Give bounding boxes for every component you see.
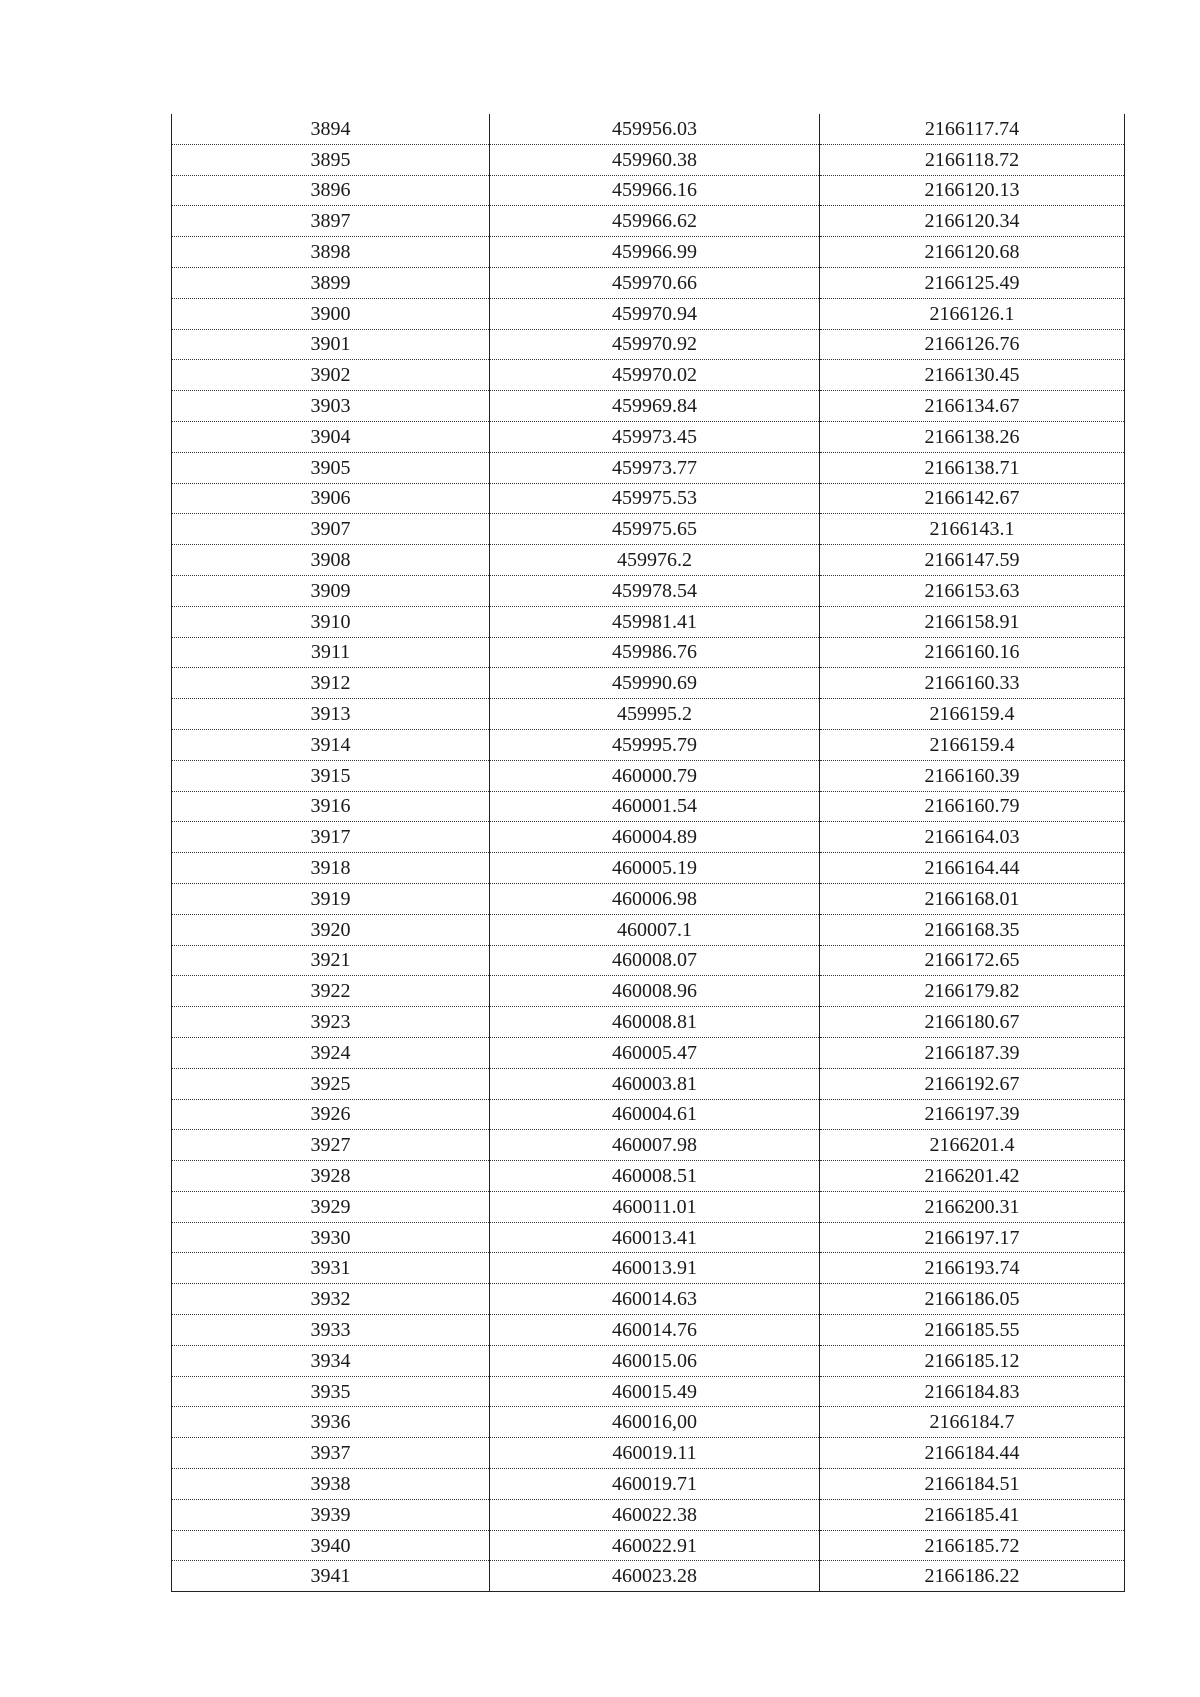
table-row [172,1161,1125,1192]
table-row [172,1222,1125,1253]
table-row [172,699,1125,730]
point-number-cell: 3928 [172,1161,490,1192]
point-number-cell: 3894 [172,114,490,144]
x-coordinate-cell: 459973.45 [490,421,820,452]
table-row [172,1284,1125,1315]
point-number-cell: 3902 [172,360,490,391]
table-row [172,1499,1125,1530]
point-number-cell: 3926 [172,1099,490,1130]
x-coordinate-cell: 459990.69 [490,668,820,699]
point-number-cell: 3924 [172,1037,490,1068]
y-coordinate-cell: 2166126.1 [820,298,1125,329]
y-coordinate-cell: 2166153.63 [820,575,1125,606]
y-coordinate-cell: 2166160.33 [820,668,1125,699]
point-number-cell: 3925 [172,1068,490,1099]
table-row [172,1561,1125,1592]
table-row [172,760,1125,791]
point-number-cell: 3941 [172,1561,490,1592]
y-coordinate-cell: 2166118.72 [820,144,1125,175]
table-row [172,360,1125,391]
y-coordinate-cell: 2166180.67 [820,1007,1125,1038]
y-coordinate-cell: 2166142.67 [820,483,1125,514]
table-row [172,1130,1125,1161]
table-row [172,945,1125,976]
x-coordinate-cell: 459995.2 [490,699,820,730]
point-number-cell: 3916 [172,791,490,822]
y-coordinate-cell: 2166138.71 [820,452,1125,483]
y-coordinate-cell: 2166201.4 [820,1130,1125,1161]
x-coordinate-cell: 459986.76 [490,637,820,668]
y-coordinate-cell: 2166159.4 [820,729,1125,760]
point-number-cell: 3937 [172,1438,490,1469]
table-row [172,883,1125,914]
point-number-cell: 3919 [172,883,490,914]
y-coordinate-cell: 2166147.59 [820,545,1125,576]
y-coordinate-cell: 2166192.67 [820,1068,1125,1099]
x-coordinate-cell: 460003.81 [490,1068,820,1099]
table-row [172,1315,1125,1346]
table-row [172,267,1125,298]
y-coordinate-cell: 2166158.91 [820,606,1125,637]
x-coordinate-cell: 460014.76 [490,1315,820,1346]
y-coordinate-cell: 2166164.03 [820,822,1125,853]
table-row [172,575,1125,606]
table-row [172,914,1125,945]
point-number-cell: 3899 [172,267,490,298]
x-coordinate-cell: 459995.79 [490,729,820,760]
table-row [172,1037,1125,1068]
point-number-cell: 3908 [172,545,490,576]
point-number-cell: 3903 [172,391,490,422]
y-coordinate-cell: 2166159.4 [820,699,1125,730]
y-coordinate-cell: 2166143.1 [820,514,1125,545]
y-coordinate-cell: 2166193.74 [820,1253,1125,1284]
table-row [172,1007,1125,1038]
x-coordinate-cell: 459970.66 [490,267,820,298]
table-row [172,1530,1125,1561]
x-coordinate-cell: 459975.65 [490,514,820,545]
point-number-cell: 3923 [172,1007,490,1038]
coordinates-table-body [172,114,1125,1592]
point-number-cell: 3915 [172,760,490,791]
y-coordinate-cell: 2166120.68 [820,237,1125,268]
x-coordinate-cell: 460005.19 [490,853,820,884]
y-coordinate-cell: 2166160.39 [820,760,1125,791]
x-coordinate-cell: 459970.94 [490,298,820,329]
table-row [172,452,1125,483]
x-coordinate-cell: 460006.98 [490,883,820,914]
point-number-cell: 3938 [172,1469,490,1500]
y-coordinate-cell: 2166160.79 [820,791,1125,822]
x-coordinate-cell: 460014.63 [490,1284,820,1315]
y-coordinate-cell: 2166184.51 [820,1469,1125,1500]
table-row [172,1191,1125,1222]
y-coordinate-cell: 2166179.82 [820,976,1125,1007]
x-coordinate-cell: 459976.2 [490,545,820,576]
table-row [172,853,1125,884]
x-coordinate-cell: 460013.91 [490,1253,820,1284]
point-number-cell: 3934 [172,1345,490,1376]
table-row [172,206,1125,237]
table-row [172,668,1125,699]
point-number-cell: 3909 [172,575,490,606]
table-row [172,545,1125,576]
y-coordinate-cell: 2166197.17 [820,1222,1125,1253]
y-coordinate-cell: 2166184.83 [820,1376,1125,1407]
point-number-cell: 3922 [172,976,490,1007]
x-coordinate-cell: 459973.77 [490,452,820,483]
point-number-cell: 3901 [172,329,490,360]
x-coordinate-cell: 459956.03 [490,114,820,144]
table-row [172,329,1125,360]
x-coordinate-cell: 459978.54 [490,575,820,606]
y-coordinate-cell: 2166164.44 [820,853,1125,884]
x-coordinate-cell: 460001.54 [490,791,820,822]
y-coordinate-cell: 2166185.72 [820,1530,1125,1561]
point-number-cell: 3936 [172,1407,490,1438]
point-number-cell: 3912 [172,668,490,699]
x-coordinate-cell: 460007.98 [490,1130,820,1161]
x-coordinate-cell: 460015.06 [490,1345,820,1376]
point-number-cell: 3897 [172,206,490,237]
table-row [172,1068,1125,1099]
x-coordinate-cell: 459969.84 [490,391,820,422]
point-number-cell: 3935 [172,1376,490,1407]
x-coordinate-cell: 459966.16 [490,175,820,206]
table-row [172,976,1125,1007]
table-row [172,514,1125,545]
table-row [172,1376,1125,1407]
x-coordinate-cell: 460005.47 [490,1037,820,1068]
point-number-cell: 3917 [172,822,490,853]
point-number-cell: 3910 [172,606,490,637]
table-row [172,1253,1125,1284]
x-coordinate-cell: 460011.01 [490,1191,820,1222]
y-coordinate-cell: 2166134.67 [820,391,1125,422]
point-number-cell: 3905 [172,452,490,483]
table-row [172,1099,1125,1130]
x-coordinate-cell: 460007.1 [490,914,820,945]
table-row [172,1469,1125,1500]
y-coordinate-cell: 2166184.7 [820,1407,1125,1438]
x-coordinate-cell: 460016,00 [490,1407,820,1438]
y-coordinate-cell: 2166168.35 [820,914,1125,945]
x-coordinate-cell: 459966.62 [490,206,820,237]
point-number-cell: 3914 [172,729,490,760]
table-row [172,1407,1125,1438]
table-row [172,175,1125,206]
table-row [172,791,1125,822]
point-number-cell: 3906 [172,483,490,514]
point-number-cell: 3920 [172,914,490,945]
table-row [172,1438,1125,1469]
x-coordinate-cell: 460015.49 [490,1376,820,1407]
x-coordinate-cell: 460013.41 [490,1222,820,1253]
x-coordinate-cell: 459981.41 [490,606,820,637]
y-coordinate-cell: 2166185.55 [820,1315,1125,1346]
x-coordinate-cell: 460019.11 [490,1438,820,1469]
point-number-cell: 3918 [172,853,490,884]
y-coordinate-cell: 2166126.76 [820,329,1125,360]
y-coordinate-cell: 2166130.45 [820,360,1125,391]
x-coordinate-cell: 460008.51 [490,1161,820,1192]
x-coordinate-cell: 460008.96 [490,976,820,1007]
x-coordinate-cell: 460023.28 [490,1561,820,1592]
table-row [172,483,1125,514]
table-row [172,1345,1125,1376]
point-number-cell: 3940 [172,1530,490,1561]
coordinates-table [171,114,1125,1592]
x-coordinate-cell: 459970.02 [490,360,820,391]
point-number-cell: 3931 [172,1253,490,1284]
point-number-cell: 3900 [172,298,490,329]
point-number-cell: 3929 [172,1191,490,1222]
point-number-cell: 3907 [172,514,490,545]
table-row [172,114,1125,144]
x-coordinate-cell: 459966.99 [490,237,820,268]
point-number-cell: 3911 [172,637,490,668]
table-row [172,298,1125,329]
y-coordinate-cell: 2166197.39 [820,1099,1125,1130]
x-coordinate-cell: 460004.61 [490,1099,820,1130]
y-coordinate-cell: 2166200.31 [820,1191,1125,1222]
x-coordinate-cell: 460008.81 [490,1007,820,1038]
table-row [172,237,1125,268]
point-number-cell: 3895 [172,144,490,175]
y-coordinate-cell: 2166160.16 [820,637,1125,668]
x-coordinate-cell: 460004.89 [490,822,820,853]
y-coordinate-cell: 2166185.12 [820,1345,1125,1376]
point-number-cell: 3921 [172,945,490,976]
table-row [172,729,1125,760]
y-coordinate-cell: 2166138.26 [820,421,1125,452]
point-number-cell: 3933 [172,1315,490,1346]
table-row [172,144,1125,175]
point-number-cell: 3932 [172,1284,490,1315]
x-coordinate-cell: 459975.53 [490,483,820,514]
x-coordinate-cell: 460022.91 [490,1530,820,1561]
point-number-cell: 3913 [172,699,490,730]
y-coordinate-cell: 2166125.49 [820,267,1125,298]
table-row [172,637,1125,668]
x-coordinate-cell: 459960.38 [490,144,820,175]
y-coordinate-cell: 2166117.74 [820,114,1125,144]
y-coordinate-cell: 2166201.42 [820,1161,1125,1192]
x-coordinate-cell: 460008.07 [490,945,820,976]
point-number-cell: 3939 [172,1499,490,1530]
point-number-cell: 3896 [172,175,490,206]
point-number-cell: 3904 [172,421,490,452]
table-row [172,391,1125,422]
table-row [172,822,1125,853]
y-coordinate-cell: 2166185.41 [820,1499,1125,1530]
x-coordinate-cell: 460022.38 [490,1499,820,1530]
y-coordinate-cell: 2166120.13 [820,175,1125,206]
y-coordinate-cell: 2166172.65 [820,945,1125,976]
y-coordinate-cell: 2166184.44 [820,1438,1125,1469]
y-coordinate-cell: 2166120.34 [820,206,1125,237]
point-number-cell: 3927 [172,1130,490,1161]
x-coordinate-cell: 459970.92 [490,329,820,360]
x-coordinate-cell: 460019.71 [490,1469,820,1500]
point-number-cell: 3898 [172,237,490,268]
y-coordinate-cell: 2166168.01 [820,883,1125,914]
y-coordinate-cell: 2166187.39 [820,1037,1125,1068]
table-row [172,421,1125,452]
y-coordinate-cell: 2166186.05 [820,1284,1125,1315]
x-coordinate-cell: 460000.79 [490,760,820,791]
table-row [172,606,1125,637]
y-coordinate-cell: 2166186.22 [820,1561,1125,1592]
point-number-cell: 3930 [172,1222,490,1253]
